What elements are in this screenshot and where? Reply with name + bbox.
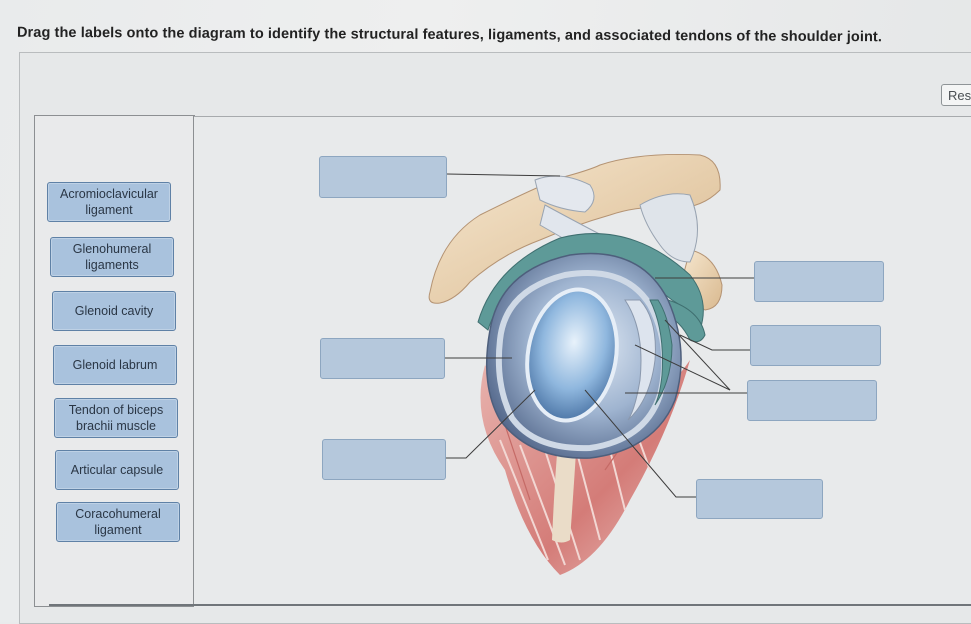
drop-target-6[interactable] xyxy=(747,380,877,421)
reset-button[interactable]: Res xyxy=(941,84,971,106)
drop-target-4[interactable] xyxy=(754,261,884,302)
label-acromioclavicular-ligament[interactable]: Acromioclavicular ligament xyxy=(47,182,171,222)
instructions-text: Drag the labels onto the diagram to identify the structural features, ligaments, and associated tendons of the shoulder joint. xyxy=(16,24,883,46)
label-tendon-of-biceps-brachii[interactable]: Tendon of biceps brachii muscle xyxy=(54,398,178,438)
label-glenoid-cavity[interactable]: Glenoid cavity xyxy=(52,291,176,331)
workspace-bottom-border xyxy=(49,604,971,606)
label-coracohumeral-ligament[interactable]: Coracohumeral ligament xyxy=(56,502,180,542)
drop-target-5[interactable] xyxy=(750,325,881,366)
label-glenohumeral-ligaments[interactable]: Glenohumeral ligaments xyxy=(50,237,174,277)
label-glenoid-labrum[interactable]: Glenoid labrum xyxy=(53,345,177,385)
drop-target-3[interactable] xyxy=(322,439,446,480)
drop-target-1[interactable] xyxy=(319,156,447,198)
drop-target-7[interactable] xyxy=(696,479,823,519)
drop-target-2[interactable] xyxy=(320,338,445,379)
label-articular-capsule[interactable]: Articular capsule xyxy=(55,450,179,490)
